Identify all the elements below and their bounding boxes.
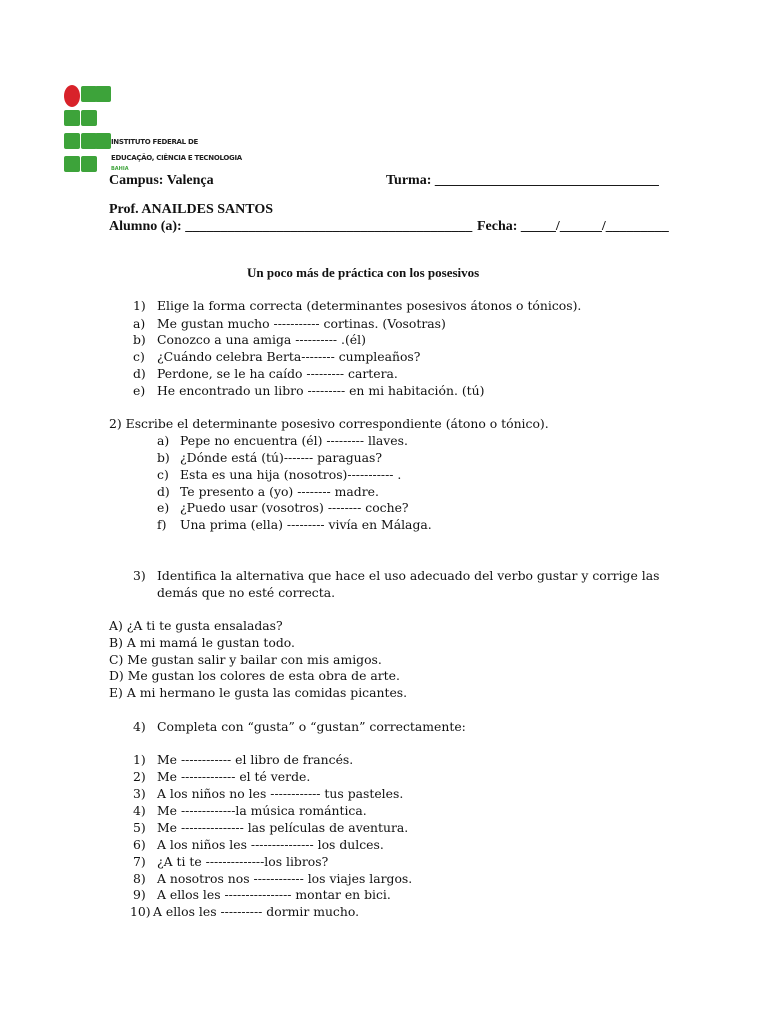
logo-square <box>64 156 80 172</box>
item-label: b) <box>133 332 146 347</box>
item-label: 1) <box>133 752 146 767</box>
logo-square <box>95 133 111 149</box>
item-text: Pepe no encuentra (él) --------- llaves. <box>180 433 408 448</box>
exercise-instruction: demás que no esté correcta. <box>157 585 336 600</box>
exercise-instruction: Elige la forma correcta (determinantes posesivos átonos o tónicos). <box>157 298 582 313</box>
logo-text-line1: INSTITUTO FEDERAL DE <box>111 138 198 146</box>
item-text: ¿Cuándo celebra Berta-------- cumpleaños? <box>157 349 421 364</box>
page-title: Un poco más de práctica con los posesivos <box>247 265 480 280</box>
item-label: d) <box>157 484 170 499</box>
option-e: E) A mi hermano le gusta las comidas picantes. <box>109 685 408 700</box>
logo-square <box>81 156 97 172</box>
item-text: Me gustan mucho ----------- cortinas. (Vosotras) <box>157 316 446 331</box>
option-b: B) A mi mamá le gustan todo. <box>109 635 295 650</box>
item-label: e) <box>157 500 170 515</box>
item-text: Me --------------- las películas de aventura. <box>157 820 409 835</box>
option-c: C) Me gustan salir y bailar con mis amigos. <box>109 652 382 667</box>
item-label: 10) <box>130 904 151 919</box>
exercise-instruction: Identifica la alternativa que hace el uso adecuado del verbo gustar y corrige las <box>157 568 660 583</box>
item-text: A los niños no les ------------ tus pasteles. <box>157 786 404 801</box>
item-text: He encontrado un libro --------- en mi habitación. (tú) <box>157 383 485 398</box>
item-text: A ellos les ---------- dormir mucho. <box>153 904 360 919</box>
item-label: 2) <box>133 769 146 784</box>
item-label: 9) <box>133 887 146 902</box>
professor-name: Prof. ANAILDES SANTOS <box>109 202 274 217</box>
turma-field: Turma: ________________________________ <box>386 173 659 188</box>
item-text: ¿Dónde está (tú)------- paraguas? <box>180 450 383 465</box>
item-label: 6) <box>133 837 146 852</box>
item-label: f) <box>157 517 167 532</box>
item-label: b) <box>157 450 170 465</box>
date-field: Fecha: _____/______/_________ <box>477 219 669 234</box>
item-label: d) <box>133 366 146 381</box>
item-text: A nosotros nos ------------ los viajes largos. <box>157 871 413 886</box>
exercise-number: 4) <box>133 719 146 734</box>
logo-text-line3: BAHIA <box>111 166 129 172</box>
item-text: ¿A ti te --------------los libros? <box>157 854 329 869</box>
item-text: Una prima (ella) --------- vivía en Málaga. <box>180 517 432 532</box>
item-label: 7) <box>133 854 146 869</box>
item-label: e) <box>133 383 146 398</box>
logo-square <box>81 110 97 126</box>
item-text: Esta es una hija (nosotros)----------- . <box>180 467 402 482</box>
item-text: Me -------------la música romántica. <box>157 803 367 818</box>
campus-label: Campus: Valença <box>109 173 214 188</box>
item-text: A los niños les --------------- los dulces. <box>157 837 384 852</box>
logo-square <box>95 86 111 102</box>
item-text: Perdone, se le ha caído --------- cartera. <box>157 366 398 381</box>
logo-square <box>64 110 80 126</box>
item-label: 4) <box>133 803 146 818</box>
item-label: 8) <box>133 871 146 886</box>
item-text: Conozco a una amiga ---------- .(él) <box>157 332 366 347</box>
option-a: A) ¿A ti te gusta ensaladas? <box>109 618 283 633</box>
item-label: c) <box>157 467 169 482</box>
exercise-number: 1) <box>133 298 146 313</box>
item-label: c) <box>133 349 145 364</box>
logo-red-dot <box>64 85 80 107</box>
option-d: D) Me gustan los colores de esta obra de arte. <box>109 668 400 683</box>
student-name-field: Alumno (a): _________________________________________ <box>109 219 473 234</box>
item-label: 3) <box>133 786 146 801</box>
logo-text-line2: EDUCAÇÃO, CIÊNCIA E TECNOLOGIA <box>111 154 242 162</box>
exercise-instruction: 2) Escribe el determinante posesivo correspondiente (átono o tónico). <box>109 416 549 431</box>
exercise-instruction: Completa con “gusta” o “gustan” correctamente: <box>157 719 466 734</box>
item-text: A ellos les ---------------- montar en bici. <box>157 887 391 902</box>
item-label: a) <box>133 316 146 331</box>
item-text: Me ------------- el té verde. <box>157 769 311 784</box>
item-label: a) <box>157 433 170 448</box>
item-label: 5) <box>133 820 146 835</box>
item-text: Me ------------ el libro de francés. <box>157 752 354 767</box>
exercise-number: 3) <box>133 568 146 583</box>
item-text: Te presento a (yo) -------- madre. <box>180 484 379 499</box>
item-text: ¿Puedo usar (vosotros) -------- coche? <box>180 500 409 515</box>
logo-square <box>64 133 80 149</box>
